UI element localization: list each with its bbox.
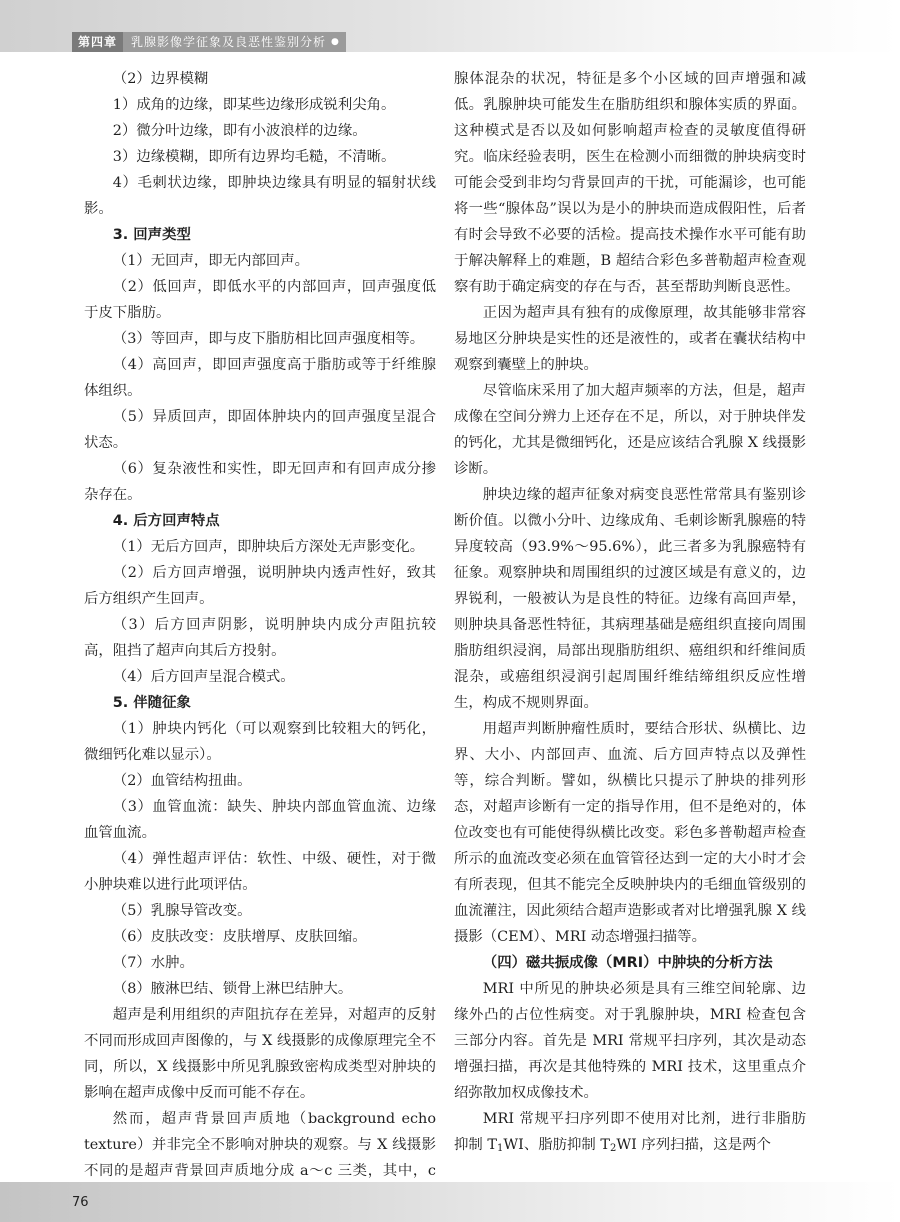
paragraph: （3）等回声，即与皮下脂肪相比回声强度相等。 <box>112 331 425 347</box>
paragraph: （3）血管血流：缺失、肿块内部血管血流、边缘血管血流。 <box>84 799 436 841</box>
right-column <box>454 66 806 1158</box>
paragraph-last <box>454 1106 806 1158</box>
paragraph: 腺体混杂的状况，特征是多个小区域的回声增强和减低。乳腺肿块可能发生在脂肪组织和腺体实质的界面。这种模式是否以及如何影响超声检查的灵敏度值得研究。临床经验表明，医生在检测小而细微的肿块病变时可能会受到非均匀背景回声的干扰，可能漏诊，也可能将一些“腺体岛”误以为是小的肿块而造成假阳性，后者有时会导致不必要的活检。提高技术操作水平可能有助于解决解释上的难题，B 超结合彩色多普勒超声检查观察有助于确定病变的存在与否，甚至帮助判断良恶性。 <box>454 71 806 295</box>
paragraph: 超声是利用组织的声阻抗存在差异，对超声的反射不同而形成回声图像的，与 X 线摄影的成像原理完全不同，所以，X 线摄影中所见乳腺致密构成类型对肿块的影响在超声成像中反而可能不存在。 <box>84 1007 436 1101</box>
paragraph: （5）乳腺导管改变。 <box>112 903 252 919</box>
subscript: 1 <box>496 1143 504 1154</box>
chapter-label: 第四章 <box>72 32 123 52</box>
paragraph: 4）毛刺状边缘，即肿块边缘具有明显的辐射状线影。 <box>84 175 436 217</box>
paragraph: 2）微分叶边缘，即有小波浪样的边缘。 <box>112 123 367 139</box>
text-fragment: MRI 常规平扫序列即不使用对比剂，进行非脂肪抑制 T <box>454 1111 806 1153</box>
text-fragment: WI、脂肪抑制 T <box>503 1137 610 1153</box>
subsection-heading: （四）磁共振成像（MRI）中肿块的分析方法 <box>482 955 773 971</box>
paragraph: （2）后方回声增强，说明肿块内透声性好，致其后方组织产生回声。 <box>84 565 436 607</box>
subscript: 2 <box>609 1143 617 1154</box>
paragraph: （2）低回声，即低水平的内部回声，回声强度低于皮下脂肪。 <box>84 279 436 321</box>
chapter-title <box>123 32 346 52</box>
paragraph: （6）复杂液性和实性，即无回声和有回声成分掺杂存在。 <box>84 461 436 503</box>
chapter-title-text: 乳腺影像学征象及良恶性鉴别分析 <box>131 35 327 49</box>
paragraph: （8）腋淋巴结、锁骨上淋巴结肿大。 <box>112 981 353 997</box>
paragraph: MRI 中所见的肿块必须是具有三维空间轮廓、边缘外凸的占位性病变。对于乳腺肿块，MRI 检查包含三部分内容。首先是 MRI 常规平扫序列，其次是动态增强扫描，再次是其他特殊的 MRI 技术，这里重点介绍弥散加权成像技术。 <box>454 981 806 1101</box>
paragraph: （3）后方回声阴影，说明肿块内成分声阻抗较高，阻挡了超声向其后方投射。 <box>84 617 436 659</box>
text-fragment: WI 序列扫描，这是两个 <box>616 1137 771 1153</box>
paragraph: （2）血管结构扭曲。 <box>112 773 252 789</box>
running-header <box>72 32 372 52</box>
paragraph: 正因为超声具有独有的成像原理，故其能够非常容易地区分肿块是实性的还是液性的，或者在囊状结构中观察到囊壁上的肿块。 <box>454 305 806 373</box>
section-heading: 5. 伴随征象 <box>112 695 191 711</box>
paragraph: （1）无回声，即无内部回声。 <box>112 253 310 269</box>
paragraph: （4）弹性超声评估：软性、中级、硬性，对于微小肿块难以进行此项评估。 <box>84 851 436 893</box>
paragraph: 1）成角的边缘，即某些边缘形成锐利尖角。 <box>112 97 396 113</box>
left-column <box>84 66 436 1210</box>
paragraph: 尽管临床采用了加大超声频率的方法，但是，超声成像在空间分辨力上还存在不足，所以，对于肿块伴发的钙化，尤其是微细钙化，还是应该结合乳腺 X 线摄影诊断。 <box>454 383 806 477</box>
paragraph: （1）无后方回声，即肿块后方深处无声影变化。 <box>112 539 425 555</box>
paragraph: 3）边缘模糊，即所有边界均毛糙，不清晰。 <box>112 149 396 165</box>
footer-band <box>0 1182 900 1222</box>
paragraph: （4）后方回声呈混合模式。 <box>112 669 295 685</box>
paragraph: （4）高回声，即回声强度高于脂肪或等于纤维腺体组织。 <box>84 357 436 399</box>
header-dot-icon: ● <box>331 37 340 47</box>
paragraph: （5）异质回声，即固体肿块内的回声强度呈混合状态。 <box>84 409 436 451</box>
paragraph: （7）水肿。 <box>112 955 194 971</box>
paragraph: 用超声判断肿瘤性质时，要结合形状、纵横比、边界、大小、内部回声、血流、后方回声特点以及弹性等，综合判断。譬如，纵横比只提示了肿块的排列形态，对超声诊断有一定的指导作用，但不是绝对的，体位改变也有可能使得纵横比改变。彩色多普勒超声检查所示的血流改变必须在血管管径达到一定的大小时才会有所表现，但其不能完全反映肿块内的毛细血管级别的血流灌注，因此须结合超声造影或者对比增强乳腺 X 线摄影（CEM）、MRI 动态增强扫描等。 <box>454 721 806 945</box>
paragraph: 然而，超声背景回声质地（background echo texture）并非完全不影响对肿块的观察。与 X 线摄影不同的是超声背景回声质地分成 a～c 三类，其中，c <box>84 1111 436 1179</box>
paragraph: （2）边界模糊 <box>112 71 209 87</box>
section-heading: 4. 后方回声特点 <box>112 513 220 529</box>
paragraph: 肿块边缘的超声征象对病变良恶性常常具有鉴别诊断价值。以微小分叶、边缘成角、毛刺诊断乳腺癌的特异度较高（93.9%～95.6%），此三者多为乳腺癌特有征象。观察肿块和周围组织的过渡区域是有意义的，边界锐利，一般被认为是良性的特征。边缘有高回声晕，则肿块具备恶性特征，其病理基础是癌组织直接向周围脂肪组织浸润，局部出现脂肪组织、癌组织和纤维间质混杂，或癌组织浸润引起周围纤维结缔组织反应性增生，构成不规则界面。 <box>454 487 806 711</box>
paragraph: （6）皮肤改变：皮肤增厚、皮肤回缩。 <box>112 929 367 945</box>
page-number: 76 <box>72 1195 89 1210</box>
section-heading: 3. 回声类型 <box>112 227 191 243</box>
paragraph: （1）肿块内钙化（可以观察到比较粗大的钙化，微细钙化难以显示）。 <box>84 721 436 763</box>
